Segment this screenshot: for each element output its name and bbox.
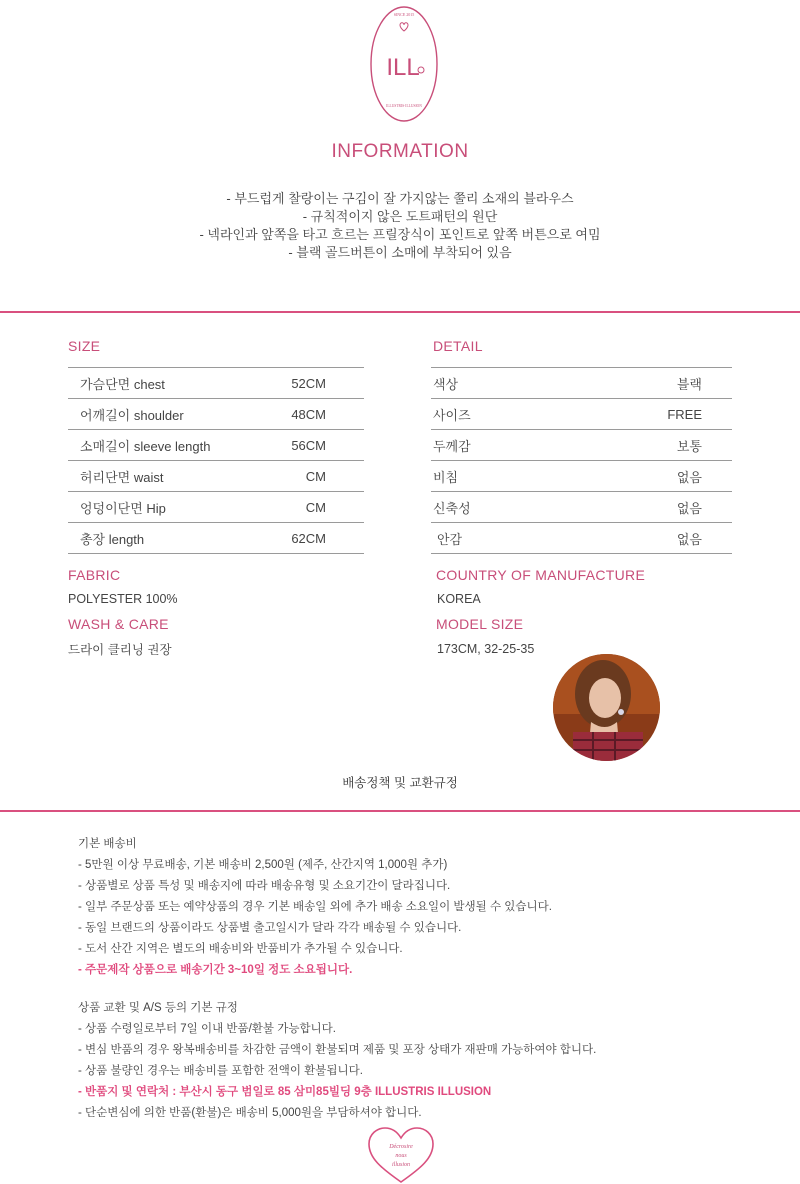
policy-highlight: - 반품지 및 연락처 : 부산시 동구 범일로 85 삼미85빌딩 9층 ILLUSTRIS ILLUSION <box>78 1086 492 1098</box>
policy-line: - 상품 수령일로부터 7일 이내 반품/환불 가능합니다. <box>78 1023 336 1035</box>
policy-line: - 동일 브랜드의 상품이라도 상품별 출고일시가 달라 각각 배송될 수 있습니다. <box>78 922 462 934</box>
table-row <box>431 461 732 492</box>
wash-value: 드라이 클리닝 권장 <box>68 643 172 657</box>
table-row <box>431 430 732 461</box>
logo-bottom-text: ILLUSTRIS·ILLUSION <box>386 104 422 108</box>
information-line: - 부드럽게 찰랑이는 구김이 잘 가지않는 쭐리 소재의 블라우스 <box>226 191 574 206</box>
detail-value: FREE <box>545 399 732 430</box>
heart-text-1: Décrosire <box>389 1144 413 1150</box>
wash-title: WASH & CARE <box>68 616 169 632</box>
table-row <box>431 492 732 523</box>
information-line: - 규칙적이지 않은 도트패턴의 원단 <box>302 209 498 224</box>
policy-line: - 도서 산간 지역은 별도의 배송비와 반품비가 추가될 수 있습니다. <box>78 943 403 955</box>
section-divider <box>0 810 800 812</box>
information-title: INFORMATION <box>331 141 469 162</box>
table-row <box>68 492 364 523</box>
size-value: 56CM <box>264 430 364 461</box>
size-table <box>68 367 364 554</box>
model-size-value: 173CM, 32-25-35 <box>437 642 535 656</box>
size-label: 총장 length <box>68 523 264 554</box>
policy-line: - 일부 주문상품 또는 예약상품의 경우 기본 배송일 외에 추가 배송 소요일이 발생될 수 있습니다. <box>78 901 552 913</box>
detail-value: 블랙 <box>545 368 732 399</box>
logo-top-text: SINCE 2015 <box>393 12 415 17</box>
heart-text-2: nous <box>395 1153 407 1159</box>
table-row <box>68 523 364 554</box>
table-row <box>68 368 364 399</box>
size-value: CM <box>264 461 364 492</box>
brand-logo <box>369 4 439 124</box>
table-row <box>431 399 732 430</box>
exchange-section <box>78 999 596 1124</box>
fabric-value: POLYESTER 100% <box>68 592 178 606</box>
exchange-title: 상품 교환 및 A/S 등의 기본 규정 <box>78 1002 238 1014</box>
detail-value: 없음 <box>545 492 732 523</box>
size-label: 가슴단면 chest <box>68 368 264 399</box>
policy-highlight: - 주문제작 상품으로 배송기간 3~10일 정도 소요됩니다. <box>78 964 353 976</box>
fabric-title: FABRIC <box>68 567 121 583</box>
size-label: 허리단면 waist <box>68 461 264 492</box>
policy-line: - 5만원 이상 무료배송, 기본 배송비 2,500원 (제주, 산간지역 1,000원 추가) <box>78 859 448 871</box>
information-line: - 넥라인과 앞쪽을 타고 흐르는 프릴장식이 포인트로 앞쪽 버튼으로 여밈 <box>199 227 601 242</box>
detail-value: 보통 <box>545 430 732 461</box>
size-value: 48CM <box>264 399 364 430</box>
detail-label: 두께감 <box>431 430 545 461</box>
size-value: 52CM <box>264 368 364 399</box>
detail-label: 신축성 <box>431 492 545 523</box>
detail-title: DETAIL <box>433 338 483 354</box>
table-row <box>68 430 364 461</box>
policy-line: - 상품 불량인 경우는 배송비를 포함한 전액이 환불됩니다. <box>78 1065 363 1077</box>
size-value: CM <box>264 492 364 523</box>
detail-table <box>431 367 732 554</box>
size-label: 어깨길이 shoulder <box>68 399 264 430</box>
section-divider <box>0 311 800 313</box>
shipping-heading: 배송정책 및 교환규정 <box>342 776 458 790</box>
table-row <box>431 523 732 554</box>
detail-label: 안감 <box>431 523 545 554</box>
heart-icon <box>400 23 408 31</box>
logo-main-text: ILL <box>386 54 420 81</box>
size-title: SIZE <box>68 338 101 354</box>
policy-line: - 상품별로 상품 특성 및 배송지에 따라 배송유형 및 소요기간이 달라집니다. <box>78 880 451 892</box>
basic-shipping-title: 기본 배송비 <box>78 838 137 850</box>
table-row <box>68 461 364 492</box>
detail-value: 없음 <box>545 461 732 492</box>
information-line: - 블랙 골드버튼이 소매에 부착되어 있음 <box>288 245 512 260</box>
table-row <box>431 368 732 399</box>
detail-value: 없음 <box>545 523 732 554</box>
table-row <box>68 399 364 430</box>
size-label: 소매길이 sleeve length <box>68 430 264 461</box>
basic-shipping-section <box>78 835 552 981</box>
policy-line: - 변심 반품의 경우 왕복배송비를 차감한 금액이 환불되며 제품 및 포장 상태가 재판매 가능하여야 합니다. <box>78 1044 597 1056</box>
country-title: COUNTRY OF MANUFACTURE <box>436 567 646 583</box>
country-value: KOREA <box>437 592 481 606</box>
information-description <box>0 190 800 262</box>
heart-text-3: illusion <box>391 1162 411 1168</box>
detail-label: 색상 <box>431 368 545 399</box>
size-value: 62CM <box>264 523 364 554</box>
detail-label: 사이즈 <box>431 399 545 430</box>
heart-badge <box>367 1126 435 1184</box>
model-size-title: MODEL SIZE <box>436 616 524 632</box>
model-photo <box>553 654 660 761</box>
policy-line: - 단순변심에 의한 반품(환불)은 배송비 5,000원을 부담하셔야 합니다. <box>78 1107 422 1119</box>
size-label: 엉덩이단면 Hip <box>68 492 264 523</box>
detail-label: 비침 <box>431 461 545 492</box>
